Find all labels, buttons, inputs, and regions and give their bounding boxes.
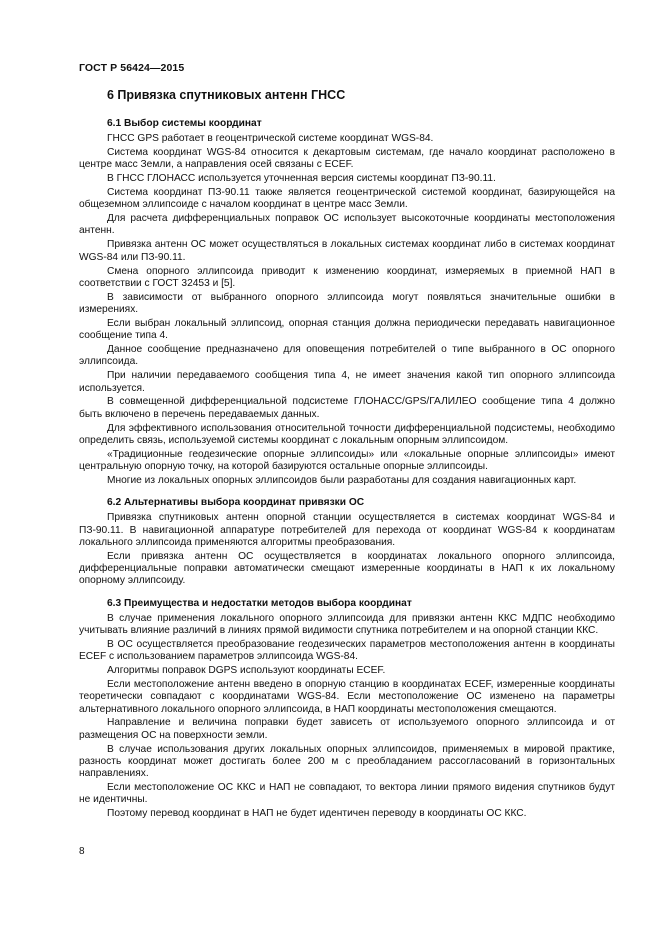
paragraph: В зависимости от выбранного опорного эллипсоида могут появляться значительные ошибки в измерениях. <box>79 291 615 316</box>
paragraph: «Традиционные геодезические опорные эллипсоиды» или «локальные опорные эллипсоиды» имеют центральную опорную точку, на которой базируются остальные опорные эллипсоиды. <box>79 448 615 473</box>
paragraph: ГНСС GPS работает в геоцентрической системе координат WGS-84. <box>107 133 434 144</box>
subsection-title: 6.1 Выбор системы координат <box>107 118 262 129</box>
paragraph: Привязка спутниковых антенн опорной станции осуществляется в системах координат WGS-84 и ПЗ-90.11. В навигационной аппаратуре потребителей для перехода от координат WGS-84 к координатам локального эллипсоида применяются алгоритмы преобразования. <box>79 512 615 548</box>
paragraph: Если выбран локальный эллипсоид, опорная станция должна периодически передавать навигационное сообщение типа 4. <box>79 317 615 342</box>
paragraph: Для расчета дифференциальных поправок ОС использует высокоточные координаты местоположения антенн. <box>79 213 615 237</box>
paragraph: Алгоритмы поправок DGPS используют координаты ECEF. <box>107 665 386 677</box>
subsection-title: 6.3 Преимущества и недостатки методов выбора координат <box>107 597 412 609</box>
paragraph: Смена опорного эллипсоида приводит к изменению координат, измеряемых в приемной НАП в соответствии с ГОСТ 32453 и [5]. <box>79 265 615 289</box>
paragraph: Если местоположение ОС ККС и НАП не совпадают, то вектора линии прямого видения спутников будут не идентичны. <box>79 782 615 806</box>
paragraph: Для эффективного использования относительной точности дифференциальной подсистемы, необходимо определить связь, используемой системы координат с локальным опорным эллипсоидом. <box>79 422 615 446</box>
paragraph: В ОС осуществляется преобразование геодезических параметров местоположения антенн в координаты ECEF с использованием параметров эллипсоида WGS-84. <box>79 638 615 663</box>
page-content <box>79 88 615 822</box>
paragraph: Если местоположение антенн введено в опорную станцию в координатах ECEF, измеренные координаты теоретически совпадают с координатами WGS-84. Если местоположение ОС изменено на параметры альтернативного локального опорного эллипсоида, в НАП координаты местоположения смещаются. <box>79 678 615 715</box>
section-title: 6 Привязка спутниковых антенн ГНСС <box>107 88 346 102</box>
paragraph: Направление и величина поправки будет зависеть от используемого опорного эллипсоида и от размещения ОС на поверхности земли. <box>79 717 615 741</box>
paragraph: Поэтому перевод координат в НАП не будет идентичен переводу в координаты ОС ККС. <box>107 808 527 820</box>
paragraph: Многие из локальных опорных эллипсоидов были разработаны для создания навигационных карт. <box>107 475 577 487</box>
paragraph: В случае применения локального опорного эллипсоида для привязки антенн ККС МДПС необходимо учитывать влияние различий в линиях прямой видимости спутника потребителем и на опорной станции ККС. <box>79 612 615 636</box>
subsection-title: 6.2 Альтернативы выбора координат привязки ОС <box>107 497 365 509</box>
paragraph: Если привязка антенн ОС осуществляется в координатах локального опорного эллипсоида, дифференциальные поправки автоматически смещают измеренные координаты в НАП к их локальному опорному эллипсоиду. <box>79 550 615 587</box>
paragraph: В совмещенной дифференциальной подсистеме ГЛОНАСС/GPS/ГАЛИЛЕО сообщение типа 4 должно быть включено в перечень передаваемых данных. <box>79 396 615 420</box>
page-number: 8 <box>79 846 85 857</box>
paragraph: Система координат WGS-84 относится к декартовым системам, где начало координат расположено в центре масс Земли, а направления осей связаны с ECEF. <box>79 146 615 171</box>
paragraph: В случае использования других локальных опорных эллипсоидов, применяемых в мировой практике, разность координат может достигать более 200 м с преобладанием рассогласований в горизонтальных направлениях. <box>79 743 615 780</box>
paragraph: В ГНСС ГЛОНАСС используется уточненная версия системы координат ПЗ-90.11. <box>107 173 496 185</box>
document-header: ГОСТ Р 56424—2015 <box>79 62 185 74</box>
paragraph: При наличии передаваемого сообщения типа 4, не имеет значения какой тип опорного эллипсоида используется. <box>79 370 615 394</box>
paragraph: Привязка антенн ОС может осуществляться в локальных системах координат либо в системах координат WGS-84 или ПЗ-90.11. <box>79 239 615 263</box>
paragraph: Данное сообщение предназначено для оповещения потребителей о типе выбранного в ОС опорного эллипсоида. <box>79 344 615 368</box>
paragraph: Система координат ПЗ-90.11 также является геоцентрической системой координат, базирующейся на общеземном эллипсоиде с началом координат в центре масс Земли. <box>79 186 615 211</box>
